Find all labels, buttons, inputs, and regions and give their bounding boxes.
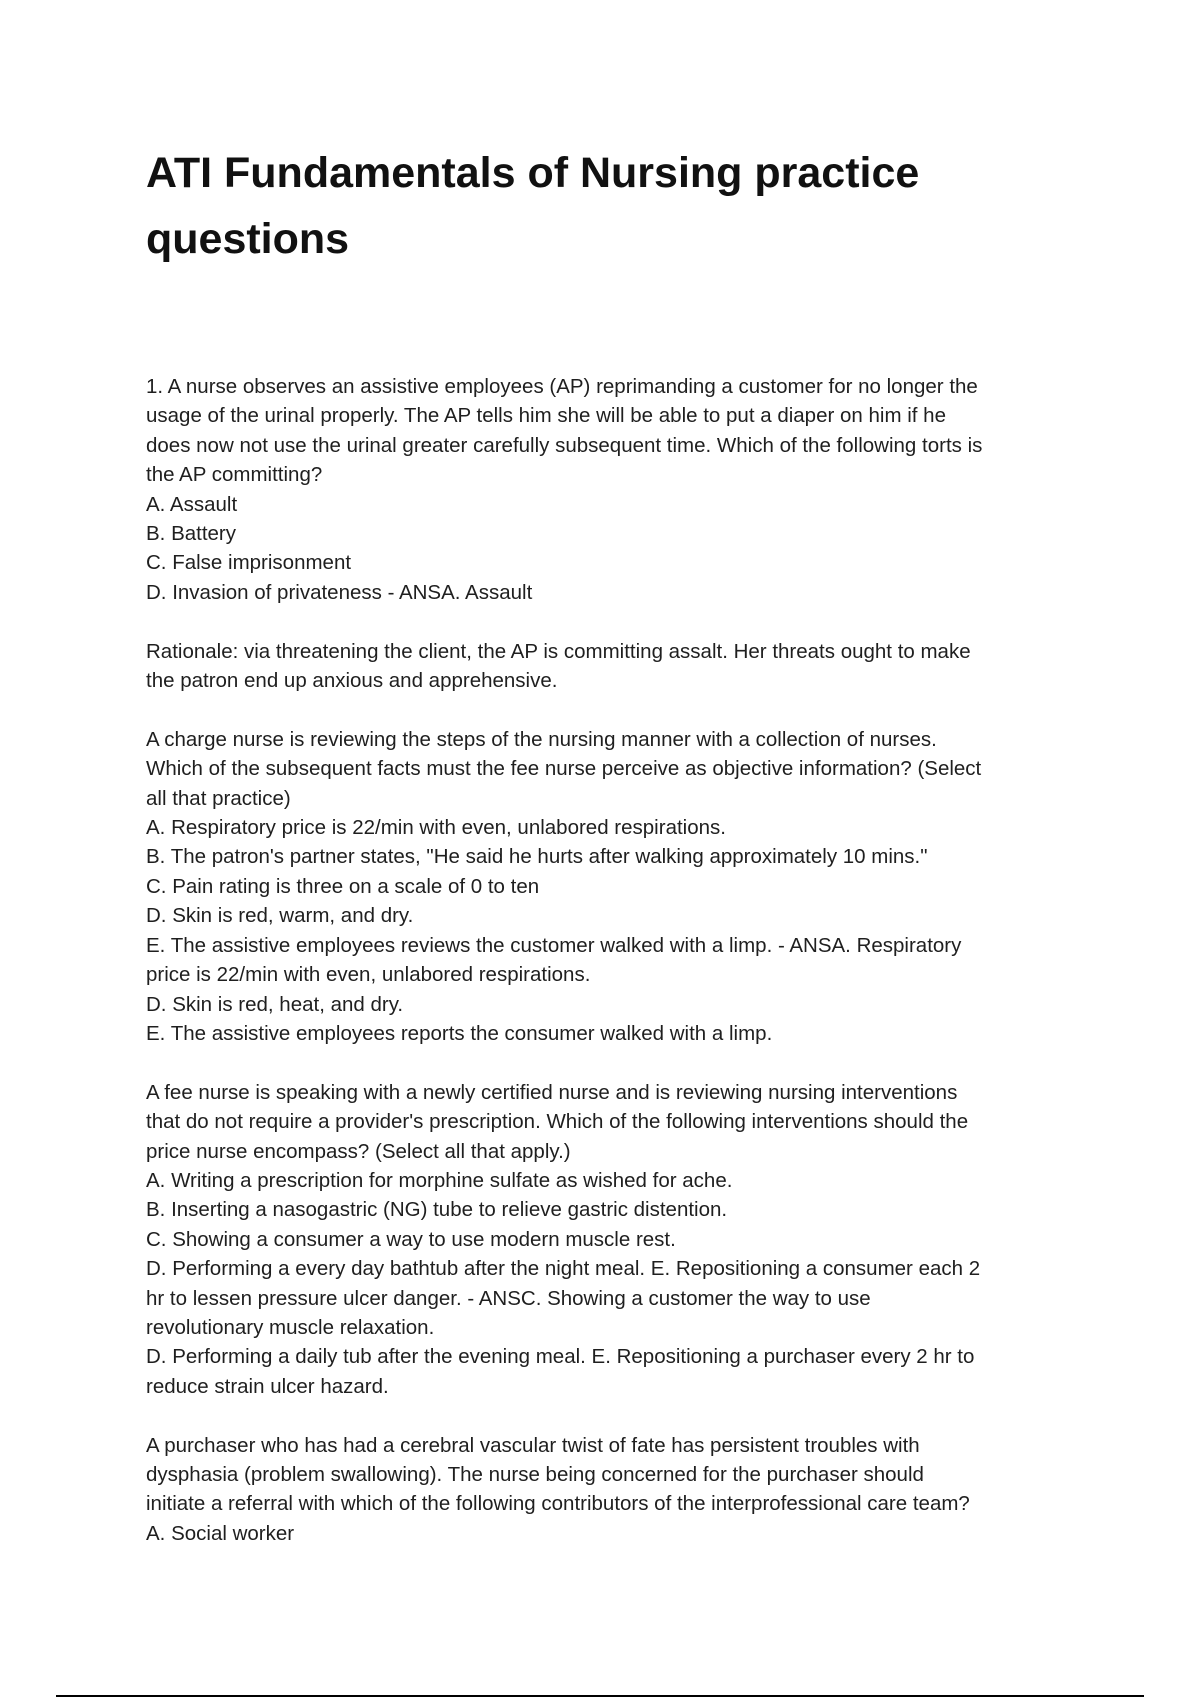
option-line: D. Skin is red, warm, and dry.: [146, 904, 414, 928]
question-3-block: [146, 1078, 1066, 1401]
option-line: E. The assistive employees reviews the customer walked with a limp. - ANSA. Respiratory: [146, 933, 962, 957]
text-line: the patron end up anxious and apprehensive.: [146, 669, 558, 693]
text-line: all that practice): [146, 786, 291, 810]
page-bottom-rule: [56, 1695, 1144, 1697]
text-line: reduce strain ulcer hazard.: [146, 1374, 389, 1398]
option-line: D. Invasion of privateness - ANSA. Assault: [146, 580, 533, 604]
text-line: dysphasia (problem swallowing). The nurse being concerned for the purchaser should: [146, 1462, 924, 1486]
option-line: E. The assistive employees reports the consumer walked with a limp.: [146, 1021, 773, 1045]
option-line: C. Showing a consumer a way to use modern muscle rest.: [146, 1227, 676, 1251]
option-line: C. False imprisonment: [146, 551, 352, 575]
text-line: price nurse encompass? (Select all that apply.): [146, 1139, 571, 1163]
text-line: does now not use the urinal greater carefully subsequent time. Which of the following torts is: [146, 433, 983, 457]
option-line: D. Performing a every day bathtub after the night meal. E. Repositioning a consumer each 2: [146, 1257, 981, 1281]
option-line: A. Assault: [146, 492, 238, 516]
rationale-block: [146, 637, 1066, 696]
text-line: the AP committing?: [146, 463, 323, 487]
text-line: A charge nurse is reviewing the steps of the nursing manner with a collection of nurses.: [146, 727, 937, 751]
text-line: Which of the subsequent facts must the fee nurse perceive as objective information? (Select: [146, 757, 982, 781]
option-line: A. Respiratory price is 22/min with even, unlabored respirations.: [146, 816, 726, 840]
document-title: [146, 140, 1046, 272]
text-line: hr to lessen pressure ulcer danger. - ANSC. Showing a customer the way to use: [146, 1286, 871, 1310]
text-line: A fee nurse is speaking with a newly certified nurse and is reviewing nursing interventions: [146, 1080, 958, 1104]
option-line: D. Skin is red, heat, and dry.: [146, 992, 404, 1016]
document-body: [146, 372, 1066, 1578]
option-line: A. Social worker: [146, 1521, 295, 1545]
text-line: that do not require a provider's prescription. Which of the following interventions should the: [146, 1110, 969, 1134]
question-1-block: [146, 372, 1066, 607]
text-line: initiate a referral with which of the following contributors of the interprofessional care team?: [146, 1492, 970, 1516]
text-line: usage of the urinal properly. The AP tells him she will be able to put a diaper on him if he: [146, 404, 946, 428]
option-line: B. The patron's partner states, "He said he hurts after walking approximately 10 mins.": [146, 845, 928, 869]
question-2-block: [146, 725, 1066, 1048]
option-line: B. Battery: [146, 522, 237, 546]
text-line: 1. A nurse observes an assistive employees (AP) reprimanding a customer for no longer the: [146, 375, 978, 398]
question-4-block: [146, 1431, 1066, 1549]
title-line: ATI Fundamentals of Nursing practice: [146, 149, 920, 197]
option-line: B. Inserting a nasogastric (NG) tube to relieve gastric distention.: [146, 1198, 728, 1222]
text-line: price is 22/min with even, unlabored respirations.: [146, 963, 591, 987]
option-line: C. Pain rating is three on a scale of 0 to ten: [146, 874, 540, 898]
title-line: questions: [146, 215, 350, 263]
text-line: revolutionary muscle relaxation.: [146, 1315, 435, 1339]
option-line: D. Performing a daily tub after the evening meal. E. Repositioning a purchaser every 2 hr to: [146, 1345, 975, 1369]
text-line: A purchaser who has had a cerebral vascular twist of fate has persistent troubles with: [146, 1433, 920, 1457]
option-line: A. Writing a prescription for morphine sulfate as wished for ache.: [146, 1168, 733, 1192]
text-line: Rationale: via threatening the client, the AP is committing assalt. Her threats ought to make: [146, 639, 971, 663]
